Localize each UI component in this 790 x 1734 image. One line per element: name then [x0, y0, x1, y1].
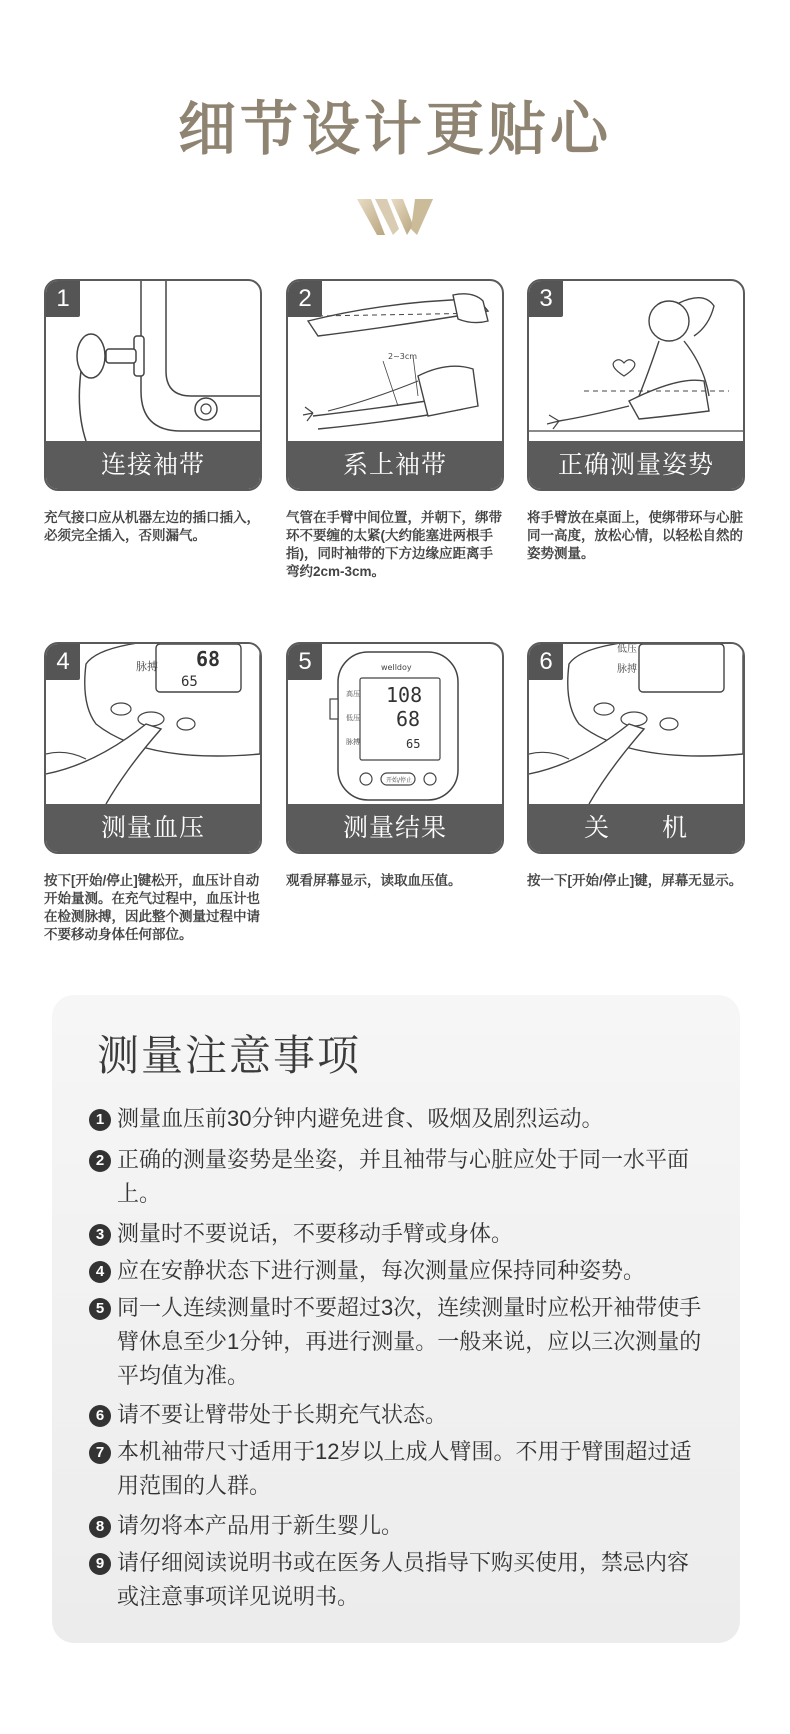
step-description: 将手臂放在桌面上，使绑带环与心脏同一高度，放松心情，以轻松自然的姿势测量。 — [527, 510, 743, 561]
note-item — [89, 1217, 709, 1251]
pulse-label: 脉搏 — [617, 664, 637, 675]
step-number: 5 — [288, 644, 322, 680]
number-bullet-icon: 7 — [89, 1442, 111, 1464]
note-text: 请仔细阅读说明书或在医务人员指导下购买使用，禁忌内容或注意事项详见说明书。 — [117, 1550, 690, 1609]
step-number: 6 — [529, 644, 563, 680]
step-description: 充气接口应从机器左边的插口插入，必须完全插入，否则漏气。 — [44, 510, 260, 543]
number-bullet-icon: 6 — [89, 1405, 111, 1427]
step-description: 气管在手臂中间位置，并朝下，绑带环不要缠的太紧(大约能塞进两根手指)，同时袖带的下方边缘应距离手弯约2cm-3cm。 — [286, 510, 502, 579]
step-label: 关 机 — [529, 804, 743, 852]
notes-title: 测量注意事项 — [97, 1032, 362, 1079]
step-label: 测量结果 — [288, 804, 502, 852]
step-card-6 — [527, 642, 745, 890]
step-number: 4 — [46, 644, 80, 680]
pulse-label: 脉搏 — [136, 660, 158, 673]
step-card-5 — [286, 642, 504, 890]
note-item — [89, 1102, 709, 1136]
step-number: 1 — [46, 281, 80, 317]
number-bullet-icon: 9 — [89, 1553, 111, 1575]
note-text: 测量时不要说话，不要移动手臂或身体。 — [117, 1221, 514, 1246]
note-text: 请勿将本产品用于新生婴儿。 — [117, 1513, 404, 1538]
note-text: 本机袖带尺寸适用于12岁以上成人臂围。不用于臂围超过适用范围的人群。 — [117, 1439, 692, 1498]
step-label: 连接袖带 — [46, 441, 260, 489]
high-label: 高压 — [346, 690, 360, 698]
step-number: 3 — [529, 281, 563, 317]
step-description: 按下[开始/停止]键松开，血压计自动开始量测。在充气过程中，血压计也在检测脉搏，因此整个测量过程中请不要移动身体任何部位。 — [44, 873, 260, 942]
number-bullet-icon: 8 — [89, 1516, 111, 1538]
screen-diastolic: 68 — [396, 707, 421, 731]
note-item — [89, 1509, 709, 1543]
note-text: 正确的测量姿势是坐姿，并且袖带与心脏应处于同一水平面上。 — [117, 1147, 690, 1206]
start-stop-button-label: 开始/停止 — [386, 777, 413, 784]
screen-pulse: 65 — [406, 737, 421, 751]
note-text: 应在安静状态下进行测量，每次测量应保持同种姿势。 — [117, 1258, 646, 1283]
notes-panel — [52, 995, 740, 1643]
pulse-label: 脉搏 — [346, 738, 360, 746]
brand-logo-icon — [355, 195, 435, 240]
note-text: 同一人连续测量时不要超过3次，连续测量时应松开袖带使手臂休息至少1分钟，再进行测量。一般来说，应以三次测量的平均值为准。 — [117, 1295, 702, 1388]
note-item — [89, 1254, 709, 1288]
step-number: 2 — [288, 281, 322, 317]
step-label: 测量血压 — [46, 804, 260, 852]
number-bullet-icon: 1 — [89, 1109, 111, 1131]
step-card-1 — [44, 279, 262, 545]
screen-value-1: 68 — [196, 647, 221, 671]
distance-annotation: 2~3cm — [388, 352, 418, 361]
low-label: 低压 — [617, 644, 637, 655]
step-description: 观看屏幕显示，读取血压值。 — [286, 873, 462, 888]
step-label: 正确测量姿势 — [529, 441, 743, 489]
screen-systolic: 108 — [386, 683, 423, 707]
number-bullet-icon: 5 — [89, 1298, 111, 1320]
low-label: 低压 — [346, 714, 360, 722]
number-bullet-icon: 3 — [89, 1224, 111, 1246]
number-bullet-icon: 2 — [89, 1150, 111, 1172]
note-text: 请不要让臂带处于长期充气状态。 — [117, 1402, 448, 1427]
step-description: 按一下[开始/停止]键，屏幕无显示。 — [527, 873, 743, 888]
step-card-2 — [286, 279, 504, 581]
note-item — [89, 1398, 709, 1432]
page-title: 细节设计更贴心 — [177, 97, 612, 162]
brand-label: welldoy — [381, 663, 412, 672]
step-label: 系上袖带 — [288, 441, 502, 489]
note-item — [89, 1143, 709, 1211]
note-item — [89, 1291, 709, 1393]
step-card-4 — [44, 642, 262, 944]
screen-value-2: 65 — [181, 674, 198, 690]
number-bullet-icon: 4 — [89, 1261, 111, 1283]
note-item — [89, 1546, 709, 1614]
step-card-3 — [527, 279, 745, 563]
note-item — [89, 1435, 709, 1503]
note-text: 测量血压前30分钟内避免进食、吸烟及剧烈运动。 — [117, 1106, 604, 1131]
